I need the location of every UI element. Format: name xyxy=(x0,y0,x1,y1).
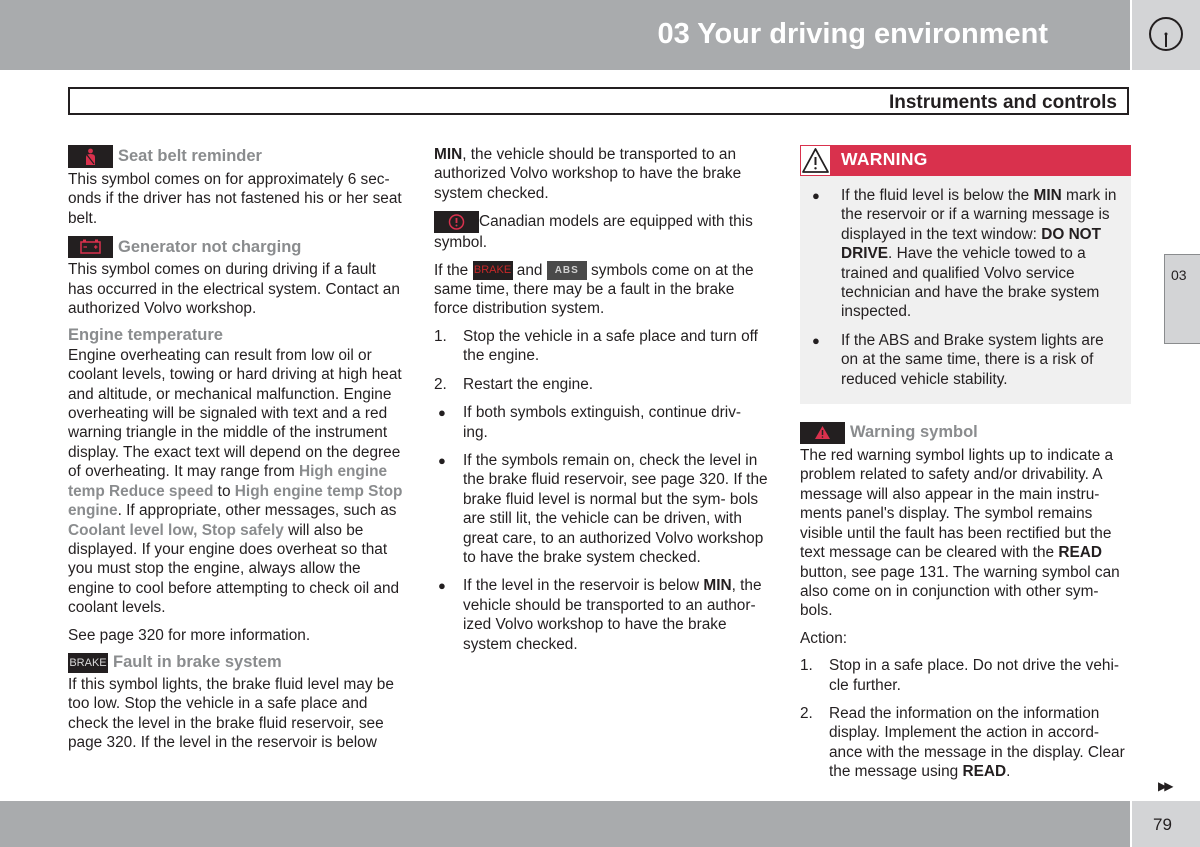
seat-belt-heading-row xyxy=(68,145,403,168)
symbols-text: symbols come on at the same time, there may be a fault in the brake force distribution system. xyxy=(434,261,754,318)
section-header xyxy=(68,87,1129,115)
column-3 xyxy=(800,145,1131,791)
warning-symbol-heading: Warning symbol xyxy=(850,423,978,442)
if-the-text: If the xyxy=(434,261,469,279)
warning-symbol-text-b: button, see page 131. The warning symbol can also come on in conjunction with other sym- bols. xyxy=(800,563,1120,620)
warning-text: . Have the vehicle towed to a trained and qualified Volvo service technician and have the brake system inspected. xyxy=(841,245,1100,321)
canadian-paragraph xyxy=(434,211,769,252)
do-not-drive-label: DO NOT DRIVE xyxy=(841,225,1102,263)
brake-continued-text xyxy=(434,145,769,203)
chapter-title: 03 Your driving environment xyxy=(657,18,1048,50)
brake-bullets-list xyxy=(434,403,769,654)
chapter-tab[interactable] xyxy=(1164,254,1200,344)
step-text: Stop in a safe place. Do not drive the vehi- cle further. xyxy=(829,657,1120,694)
warning-label: WARNING xyxy=(841,149,928,169)
engine-temp-text xyxy=(68,346,403,618)
list-item xyxy=(434,375,769,394)
list-item xyxy=(434,403,769,442)
engine-temp-text-1: Engine overheating can result from low oil or coolant levels, towing or hard driving at high heat and altitude, or mechanical malfunction. Engine overheating will be signaled with text and a red warning triangle in the middle of the instrument display. The exact text will depend on the degree of overheating. It may range from xyxy=(68,346,402,481)
action-steps-list xyxy=(800,656,1131,781)
warning-symbol-text-a: The red warning symbol lights up to indicate a problem related to safety and/or drivability. A message will also appear in the main instru- ments panel's display. The symbol remains visible until the fault has been rectified but the text message can be cleared with the xyxy=(800,447,1114,562)
engine-temp-text-4: will also be displayed. If your engine does overheat so that you must stop the engine, always allow the engine to cool before attempting to check oil and coolant levels. xyxy=(68,521,400,617)
header-bar xyxy=(0,0,1130,70)
bullet-icon: ● xyxy=(438,578,446,594)
engine-temp-see-page: See page 320 for more information. xyxy=(68,626,311,644)
engine-temp-message-3: Coolant level low, Stop safely xyxy=(68,521,284,539)
warning-triangle-icon xyxy=(800,422,845,444)
engine-temp-text-2: to xyxy=(213,482,235,500)
warning-box xyxy=(800,145,1131,404)
list-item xyxy=(434,451,769,567)
brake-fault-text: If this symbol lights, the brake fluid level may be too low. Stop the vehicle in a safe place and check the level in the brake fluid reservoir, see page 320. If the level in the reservoir is below xyxy=(68,675,394,752)
bullet-icon: ● xyxy=(812,188,820,203)
list-item xyxy=(800,656,1131,695)
brake-fault-heading-row xyxy=(68,653,403,673)
read-label: READ xyxy=(1058,544,1102,562)
brake-small-icon: BRAKE xyxy=(473,261,513,280)
step-text: Restart the engine. xyxy=(463,375,594,393)
brake-steps-list xyxy=(434,327,769,394)
step-number: 2. xyxy=(434,375,447,393)
bullet-icon: ● xyxy=(438,405,446,421)
list-item xyxy=(434,327,769,366)
bullet-icon: ● xyxy=(438,452,446,468)
warning-header xyxy=(800,145,1131,176)
column-1 xyxy=(68,145,403,761)
generator-text: This symbol comes on during driving if a fault has occurred in the electrical system. Contact an authorized Volvo workshop. xyxy=(68,261,400,318)
min-label: MIN xyxy=(1033,187,1062,204)
canadian-text: Canadian models are equipped with this symbol. xyxy=(434,213,753,252)
min-label: MIN xyxy=(434,146,463,163)
column-2 xyxy=(434,145,769,663)
bullet-text: , the vehicle should be transported to an author- ized Volvo workshop to have the brake system checked. xyxy=(463,577,762,653)
warning-text: mark in the reservoir or if a warning message is displayed in the text window: xyxy=(841,187,1117,243)
footer-bar xyxy=(0,801,1130,847)
brake-exclamation-icon xyxy=(434,211,479,233)
step-number: 1. xyxy=(800,657,813,675)
section-title: Instruments and controls xyxy=(888,92,1117,113)
abs-brake-paragraph xyxy=(434,261,769,319)
brake-fault-heading: Fault in brake system xyxy=(113,653,282,672)
list-item xyxy=(812,331,1121,389)
action-label: Action: xyxy=(800,629,848,647)
step-text: . xyxy=(1006,763,1011,781)
generator-heading: Generator not charging xyxy=(118,237,302,256)
chapter-tab-label: 03 xyxy=(1171,267,1187,283)
speedometer-icon xyxy=(1146,14,1186,54)
warning-symbol-text xyxy=(800,446,1131,621)
engine-temp-heading: Engine temperature xyxy=(68,326,223,345)
list-item xyxy=(812,186,1121,322)
bullet-text: If the level in the reservoir is below xyxy=(463,577,704,595)
read-label: READ xyxy=(962,763,1007,781)
double-chevron-right-icon[interactable]: ▶▶ xyxy=(1158,779,1171,793)
engine-temp-message-1: High engine temp Reduce speed xyxy=(68,463,388,500)
warning-text: If the fluid level is below the xyxy=(841,187,1034,204)
battery-icon xyxy=(68,236,113,258)
chapter-icon-box xyxy=(1132,0,1200,70)
step-text: Stop the vehicle in a safe place and turn off the engine. xyxy=(463,327,758,365)
list-item xyxy=(434,576,769,654)
brake-icon: BRAKE xyxy=(68,653,108,673)
and-text: and xyxy=(516,261,543,279)
seat-belt-text: This symbol comes on for approximately 6 sec- onds if the driver has not fastened his or her seat belt. xyxy=(68,171,402,227)
step-number: 1. xyxy=(434,327,447,345)
seat-belt-heading: Seat belt reminder xyxy=(118,146,262,165)
engine-temp-message-2: High engine temp Stop engine xyxy=(68,482,403,520)
bullet-text: If both symbols extinguish, continue driv- ing. xyxy=(463,404,742,441)
page-number: 79 xyxy=(1153,815,1172,834)
generator-heading-row xyxy=(68,236,403,258)
step-number: 2. xyxy=(800,704,813,722)
list-item xyxy=(800,704,1131,782)
warning-list xyxy=(800,176,1131,389)
bullet-icon: ● xyxy=(812,332,820,348)
min-label: MIN xyxy=(703,577,732,595)
step-text: Read the information on the information display. Implement the action in accord- ance with the message in the display. Clear the message using xyxy=(829,704,1125,781)
seat-belt-icon xyxy=(68,145,113,168)
warning-symbol-heading-row xyxy=(800,422,1131,444)
brake-continued-rest: , the vehicle should be transported to an authorized Volvo workshop to have the brake system checked. xyxy=(434,146,742,202)
engine-temp-text-3: . If appropriate, other messages, such as xyxy=(117,502,397,520)
abs-icon: ABS xyxy=(547,261,587,280)
warning-triangle-icon xyxy=(800,145,831,176)
warning-text: If the ABS and Brake system lights are on at the same time, there is a risk of reduced vehicle stability. xyxy=(841,331,1104,388)
page-number-box xyxy=(1132,801,1200,847)
bullet-text: If the symbols remain on, check the level in the brake fluid reservoir, see page 320. If the brake fluid level is normal but the sym- bols are still lit, the vehicle can be driven, with great care, to an authorized Volvo workshop to have the brake system checked. xyxy=(463,451,768,566)
